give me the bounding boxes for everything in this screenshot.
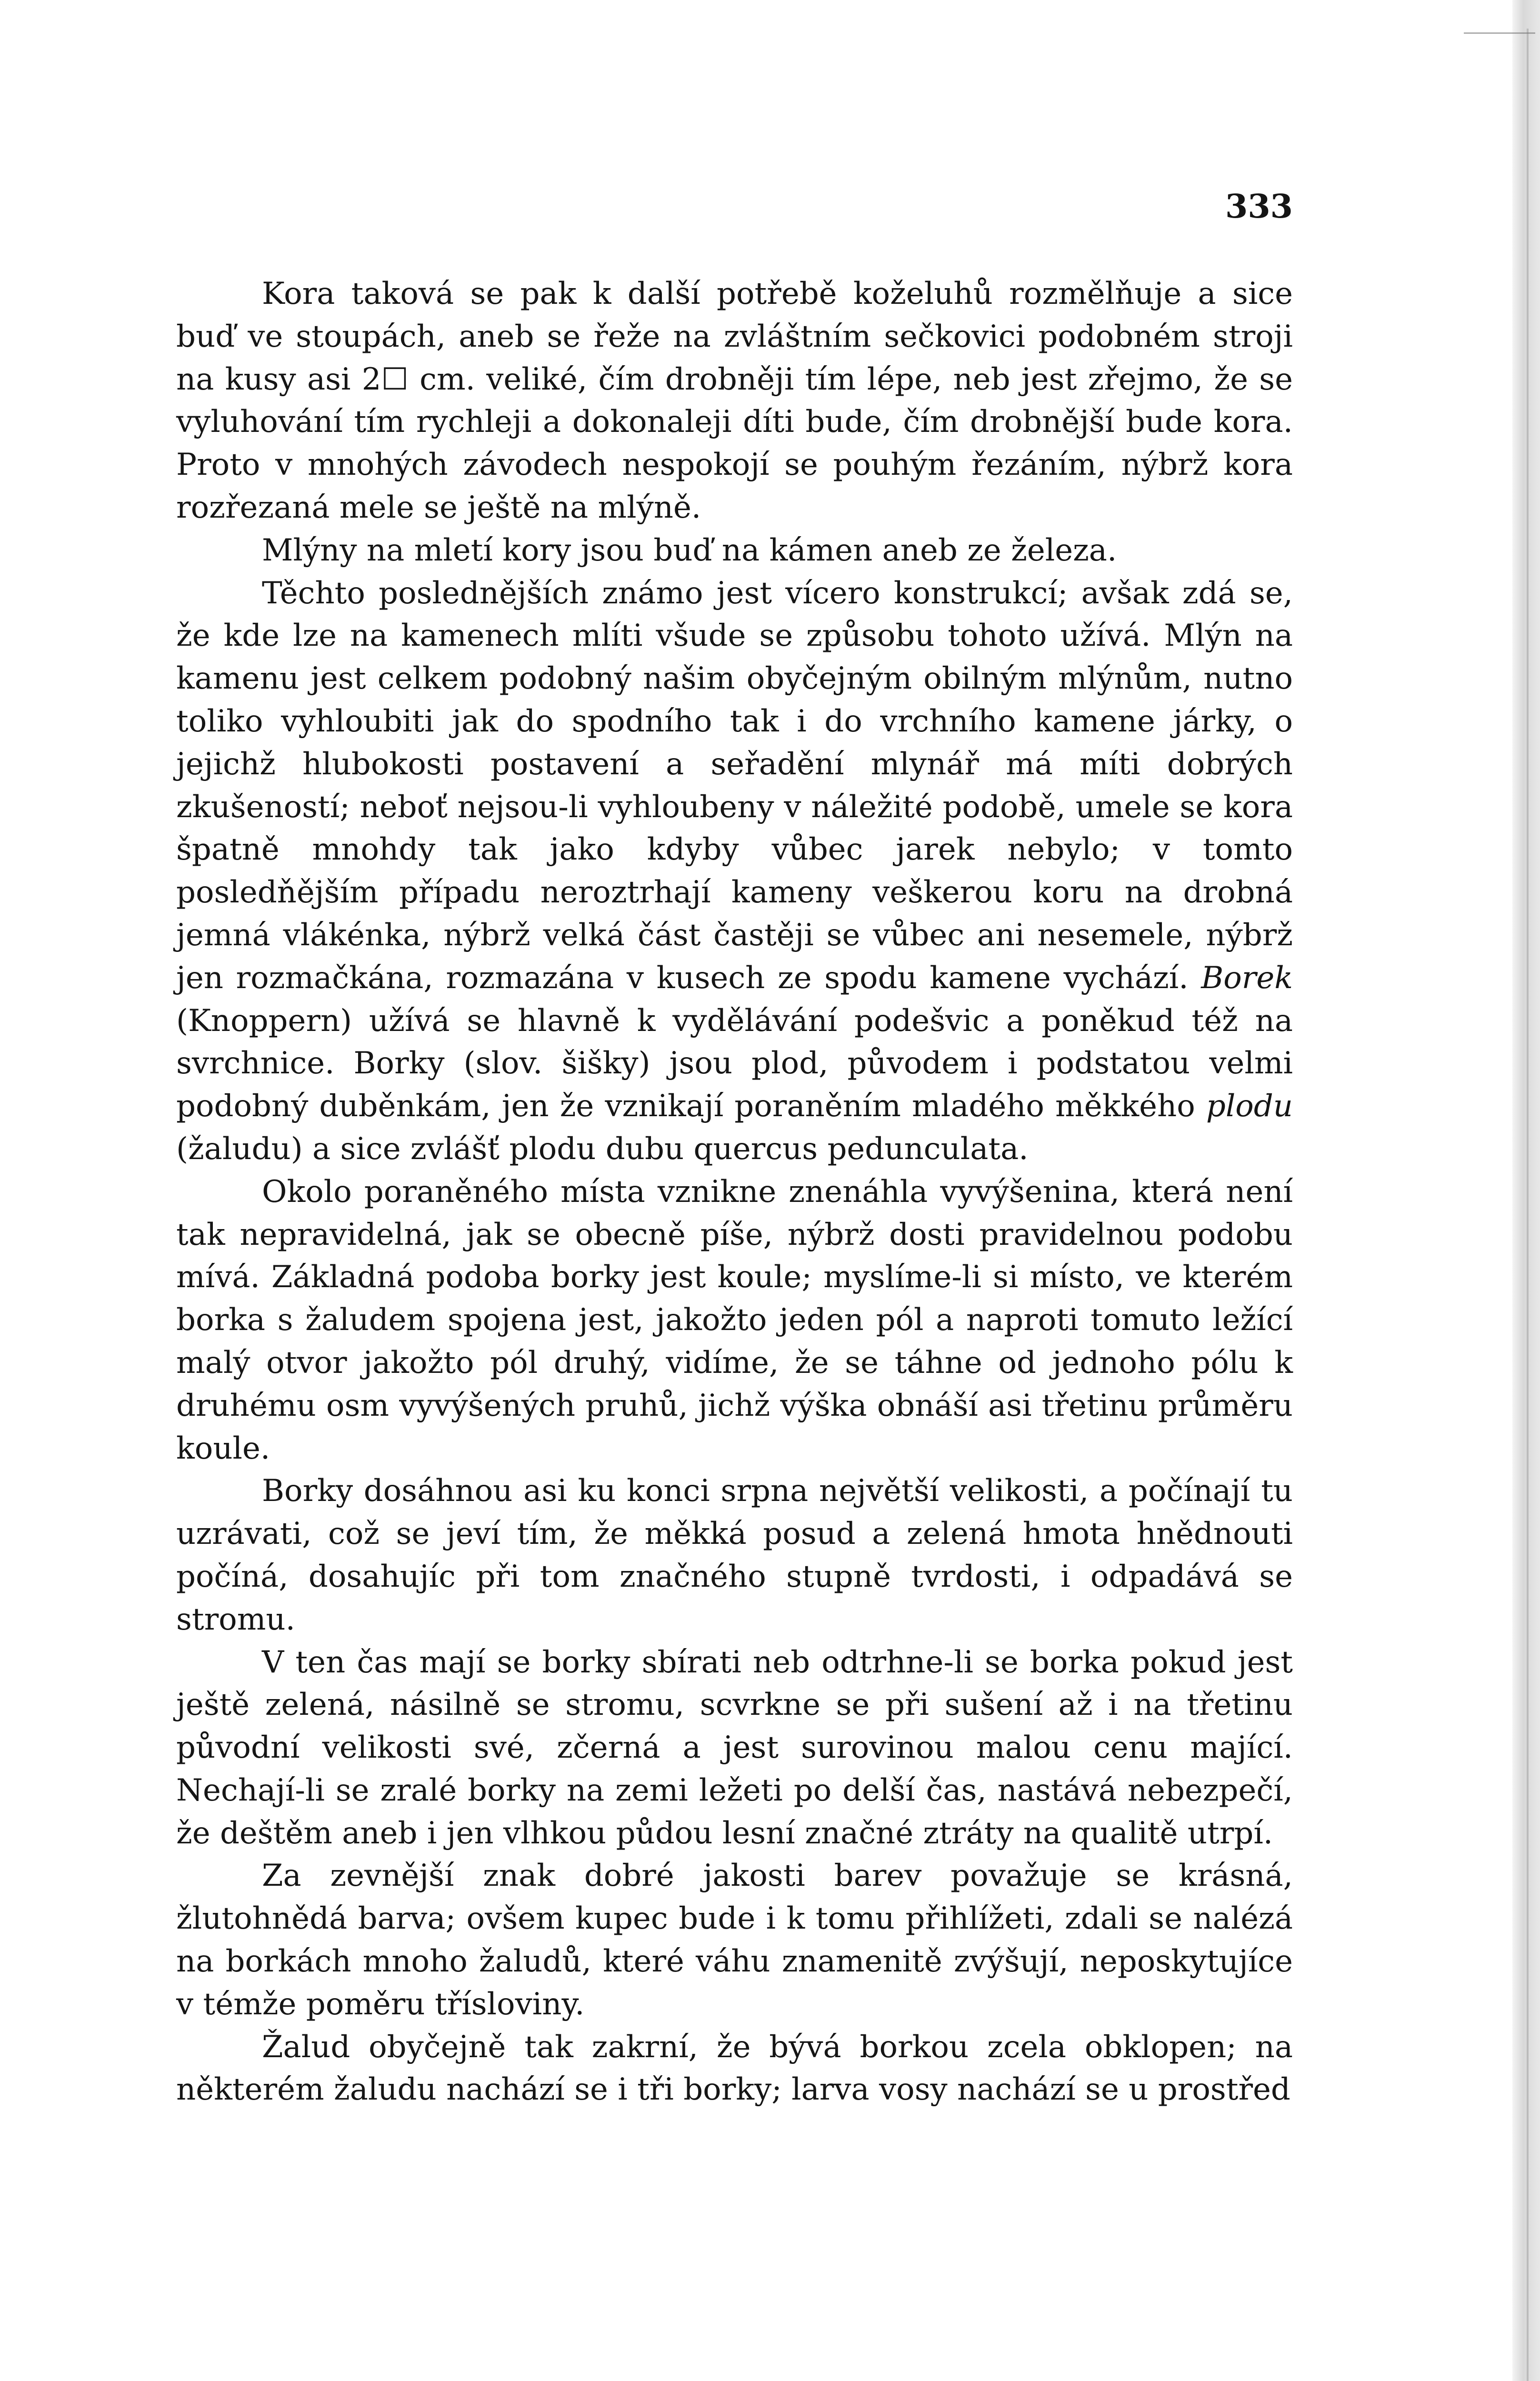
paragraph-3-text-3: (žaludu) a sice zvlášť plodu dubu quercus pedunculata.	[176, 1131, 1029, 1167]
paragraph-7: Za zevnější znak dobré jakosti barev považuje se krásná, žlutohnědá barva; ovšem kupec bude i k tomu přihlížeti, zdali se nalézá na borkách mnoho žaludů, které váhu znamenitě zvýšují, neposkytujíce v témže poměru třísloviny.	[176, 1858, 1293, 2022]
paragraph-4: Okolo poraněného místa vznikne znenáhla vyvýšenina, která není tak nepravidelná, jak se obecně píše, nýbrž dosti pravidelnou podobu mívá. Základná podoba borky jest koule; myslíme-li si místo, ve kterém borka s žaludem spojena jest, jakožto jeden pól a naproti tomuto ležící malý otvor jakožto pól druhý, vidíme, že se táhne od jednoho pólu k druhému osm vyvýšených pruhů, jichž výška obnáší asi třetinu průměru koule.	[176, 1174, 1293, 1466]
paragraph-3	[176, 572, 1293, 1171]
paragraph-1: Kora taková se pak k další potřebě koželuhů rozmělňuje a sice buď ve stoupách, aneb se řeže na zvláštním sečkovici podobném stroji na kusy asi 2☐ cm. veliké, čím drobněji tím lépe, neb jest zřejmo, že se vyluhování tím rychleji a dokonaleji díti bude, čím drobnější bude kora. Proto v mnohých závodech nespokojí se pouhým řezáním, nýbrž kora rozřezaná mele se ještě na mlýně.	[176, 276, 1293, 525]
scan-edge-line	[1527, 29, 1529, 2381]
paragraph-3-text-2: (Knoppern) užívá se hlavně k vydělávání podešvic a poněkud též na svrchnice. Borky (slov. šišky) jsou plod, původem i podstatou velmi podobný duběnkám, jen že vznikají poraněním mladého měkkého	[176, 1003, 1293, 1124]
paragraph-6: V ten čas mají se borky sbírati neb odtrhne-li se borka pokud jest ještě zelená, násilně se stromu, scvrkne se při sušení až i na třetinu původní velikosti své, zčerná a jest surovinou malou cenu mající. Nechají-li se zralé borky na zemi ležeti po delší čas, nastává nebezpečí, že deštěm aneb i jen vlhkou půdou lesní značné ztráty na qualitě utrpí.	[176, 1644, 1293, 1851]
paragraph-5: Borky dosáhnou asi ku konci srpna největší velikosti, a počínají tu uzrávati, což se jeví tím, že měkká posud a zelená hmota hnědnouti počíná, dosahujíc při tom značného stupně tvrdosti, i odpadává se stromu.	[176, 1473, 1293, 1637]
paragraph-3-text: Těchto poslednějších známo jest vícero konstrukcí; avšak zdá se, že kde lze na kamenech mlíti všude se způsobu tohoto užívá. Mlýn na kamenu jest celkem podobný našim obyčejným obilným mlýnům, nutno toliko vyhloubiti jak do spodního tak i do vrchního kamene járky, o jejichž hlubokosti postavení a seřadění mlynář má míti dobrých zkušeností; neboť nejsou-li vyhloubeny v náležité podobě, umele se kora špatně mnohdy tak jako kdyby vůbec jarek nebylo; v tomto posledňějším případu neroztrhají kameny veškerou koru na drobná jemná vlákénka, nýbrž velká část častěji se vůbec ani nesemele, nýbrž jen rozmačkána, rozmazána v kusech ze spodu kamene vychází.	[176, 575, 1293, 996]
scan-edge-mark	[1464, 32, 1535, 34]
paragraph-2: Mlýny na mletí kory jsou buď na kámen aneb ze železa.	[262, 532, 1117, 568]
paragraph-3-italic-borek: Borek	[1201, 960, 1293, 996]
book-page	[176, 190, 1293, 2111]
scan-edge	[1512, 0, 1540, 2381]
paragraph-8: Žalud obyčejně tak zakrní, že bývá borkou zcela obklopen; na některém žaludu nachází se i tři borky; larva vosy nachází se u prostřed	[176, 2029, 1293, 2108]
paragraph-3-italic-plodu: plodu	[1206, 1089, 1293, 1124]
page-number: 333	[1225, 188, 1293, 226]
page-body	[176, 273, 1293, 2111]
